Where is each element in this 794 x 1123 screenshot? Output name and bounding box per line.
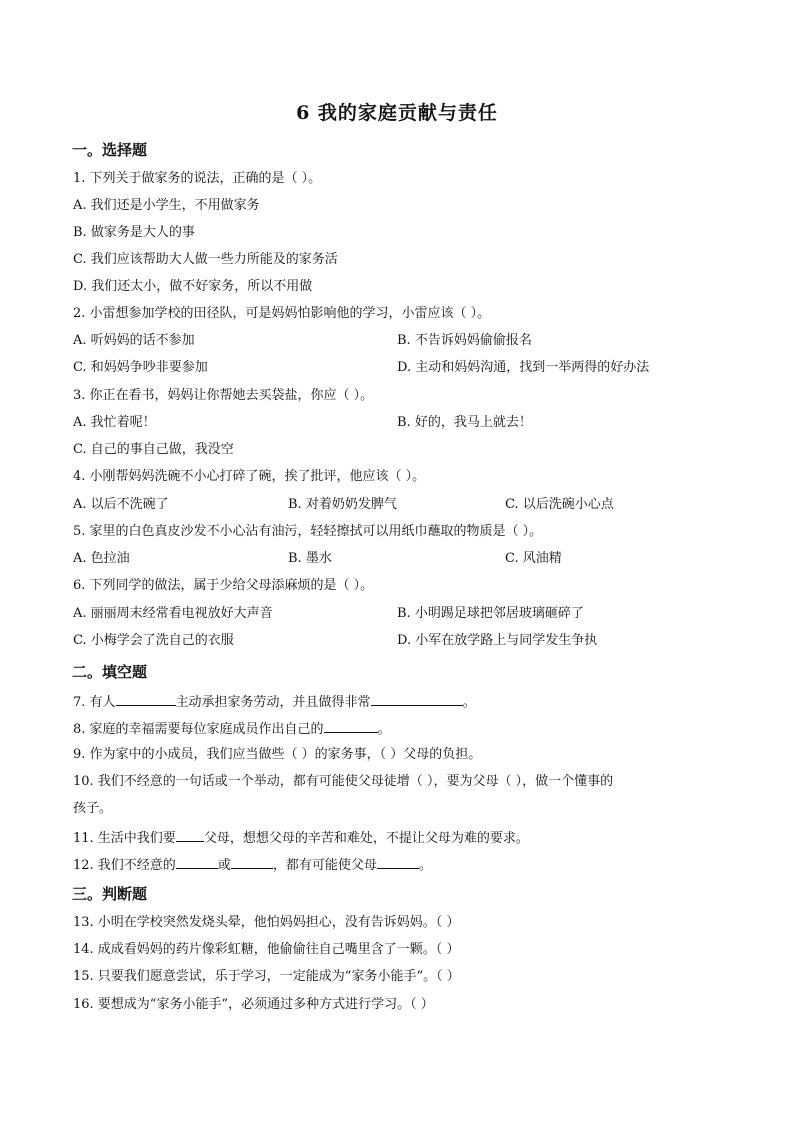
question-9: 9. 作为家中的小成员，我们应当做些（ ）的家务事，（ ）父母的负担。	[73, 747, 482, 762]
question-5-stem: 5. 家里的白色真皮沙发不小心沾有油污，轻轻擦拭可以用纸巾蘸取的物质是（ ）。	[73, 524, 543, 539]
question-15: 15. 只要我们愿意尝试，乐于学习，一定能成为“家务小能手”。（ ）	[73, 969, 460, 984]
answer-blank[interactable]	[116, 693, 176, 706]
answer-blank[interactable]	[377, 856, 419, 869]
question-1-option-a: A. 我们还是小学生，不用做家务	[73, 198, 260, 213]
question-11-text-2: 父母，想想父母的辛苦和难处，不提让父母为难的要求。	[203, 831, 529, 846]
question-13: 13. 小明在学校突然发烧头晕，他怕妈妈担心，没有告诉妈妈。（ ）	[73, 915, 460, 930]
question-1-option-b: B. 做家务是大人的事	[73, 225, 195, 240]
question-6-option-c: C. 小梅学会了洗自己的衣服	[73, 633, 234, 648]
section-heading-choice: 一。选择题	[72, 141, 148, 159]
question-12-text-4: 。	[418, 858, 432, 873]
question-5-option-b: B. 墨水	[288, 551, 332, 566]
question-7-text-3: 。	[462, 695, 476, 710]
question-1-stem: 1. 下列关于做家务的说法，正确的是（ ）。	[73, 171, 322, 186]
question-16: 16. 要想成为“家务小能手”，必须通过多种方式进行学习。（ ）	[73, 997, 434, 1012]
question-10-line-2: 孩子。	[73, 801, 113, 816]
question-14: 14. 成成看妈妈的药片像彩虹糖，他偷偷往自己嘴里含了一颗。（ ）	[73, 942, 460, 957]
question-2-stem: 2. 小雷想参加学校的田径队，可是妈妈怕影响他的学习，小雷应该（ ）。	[73, 306, 491, 321]
question-4-stem: 4. 小刚帮妈妈洗碗不小心打碎了碗，挨了批评，他应该（ ）。	[73, 469, 426, 484]
question-2-option-b: B. 不告诉妈妈偷偷报名	[397, 333, 532, 348]
answer-blank[interactable]	[231, 856, 273, 869]
question-3-option-b: B. 好的，我马上就去！	[397, 415, 532, 430]
answer-blank[interactable]	[176, 829, 204, 842]
question-5-option-a: A. 色拉油	[73, 551, 130, 566]
question-4-option-c: C. 以后洗碗小心点	[505, 497, 614, 512]
question-5-option-c: C. 风油精	[505, 551, 562, 566]
question-6-option-a: A. 丽丽周末经常看电视放好大声音	[73, 606, 273, 621]
section-heading-judge: 三。判断题	[72, 885, 148, 903]
answer-blank[interactable]	[324, 720, 378, 733]
question-11-text-1: 11. 生活中我们要	[73, 831, 176, 846]
question-8-text-1: 8. 家庭的幸福需要每位家庭成员作出自己的	[73, 722, 324, 737]
question-4-option-a: A. 以后不洗碗了	[73, 497, 169, 512]
question-3-stem: 3. 你正在看书，妈妈让你帮她去买袋盐，你应（ ）。	[73, 388, 374, 403]
question-2-option-d: D. 主动和妈妈沟通，找到一举两得的好办法	[397, 360, 650, 375]
question-12-text-3: ，都有可能使父母	[272, 858, 377, 873]
question-6-option-d: D. 小军在放学路上与同学发生争执	[397, 633, 598, 648]
question-6-option-b: B. 小明踢足球把邻居玻璃砸碎了	[397, 606, 584, 621]
section-heading-fill: 二。填空题	[72, 663, 148, 681]
answer-blank[interactable]	[176, 856, 218, 869]
question-2-option-a: A. 听妈妈的话不参加	[73, 333, 195, 348]
question-2-option-c: C. 和妈妈争吵非要参加	[73, 360, 208, 375]
question-4-option-b: B. 对着奶奶发脾气	[288, 497, 397, 512]
question-8	[73, 720, 391, 738]
question-12	[73, 856, 432, 874]
question-3-option-a: A. 我忙着呢！	[73, 415, 156, 430]
question-8-text-2: 。	[377, 722, 391, 737]
page-title: 6 我的家庭贡献与责任	[296, 102, 498, 124]
question-3-option-c: C. 自己的事自己做，我没空	[73, 442, 234, 457]
question-6-stem: 6. 下列同学的做法，属于少给父母添麻烦的是（ ）。	[73, 578, 374, 593]
question-1-option-c: C. 我们应该帮助大人做一些力所能及的家务活	[73, 252, 338, 267]
question-11	[73, 829, 529, 847]
question-7-text-1: 7. 有人	[73, 695, 116, 710]
question-7	[73, 693, 476, 711]
question-12-text-2: 或	[217, 858, 231, 873]
question-7-text-2: 主动承担家务劳动，并且做得非常	[175, 695, 371, 710]
question-12-text-1: 12. 我们不经意的	[73, 858, 176, 873]
answer-blank[interactable]	[371, 693, 463, 706]
question-1-option-d: D. 我们还太小，做不好家务，所以不用做	[73, 279, 313, 294]
question-10-line-1: 10. 我们不经意的一句话或一个举动，都有可能使父母徒增（ ），要为父母（ ），做一个懂事的	[73, 774, 614, 789]
